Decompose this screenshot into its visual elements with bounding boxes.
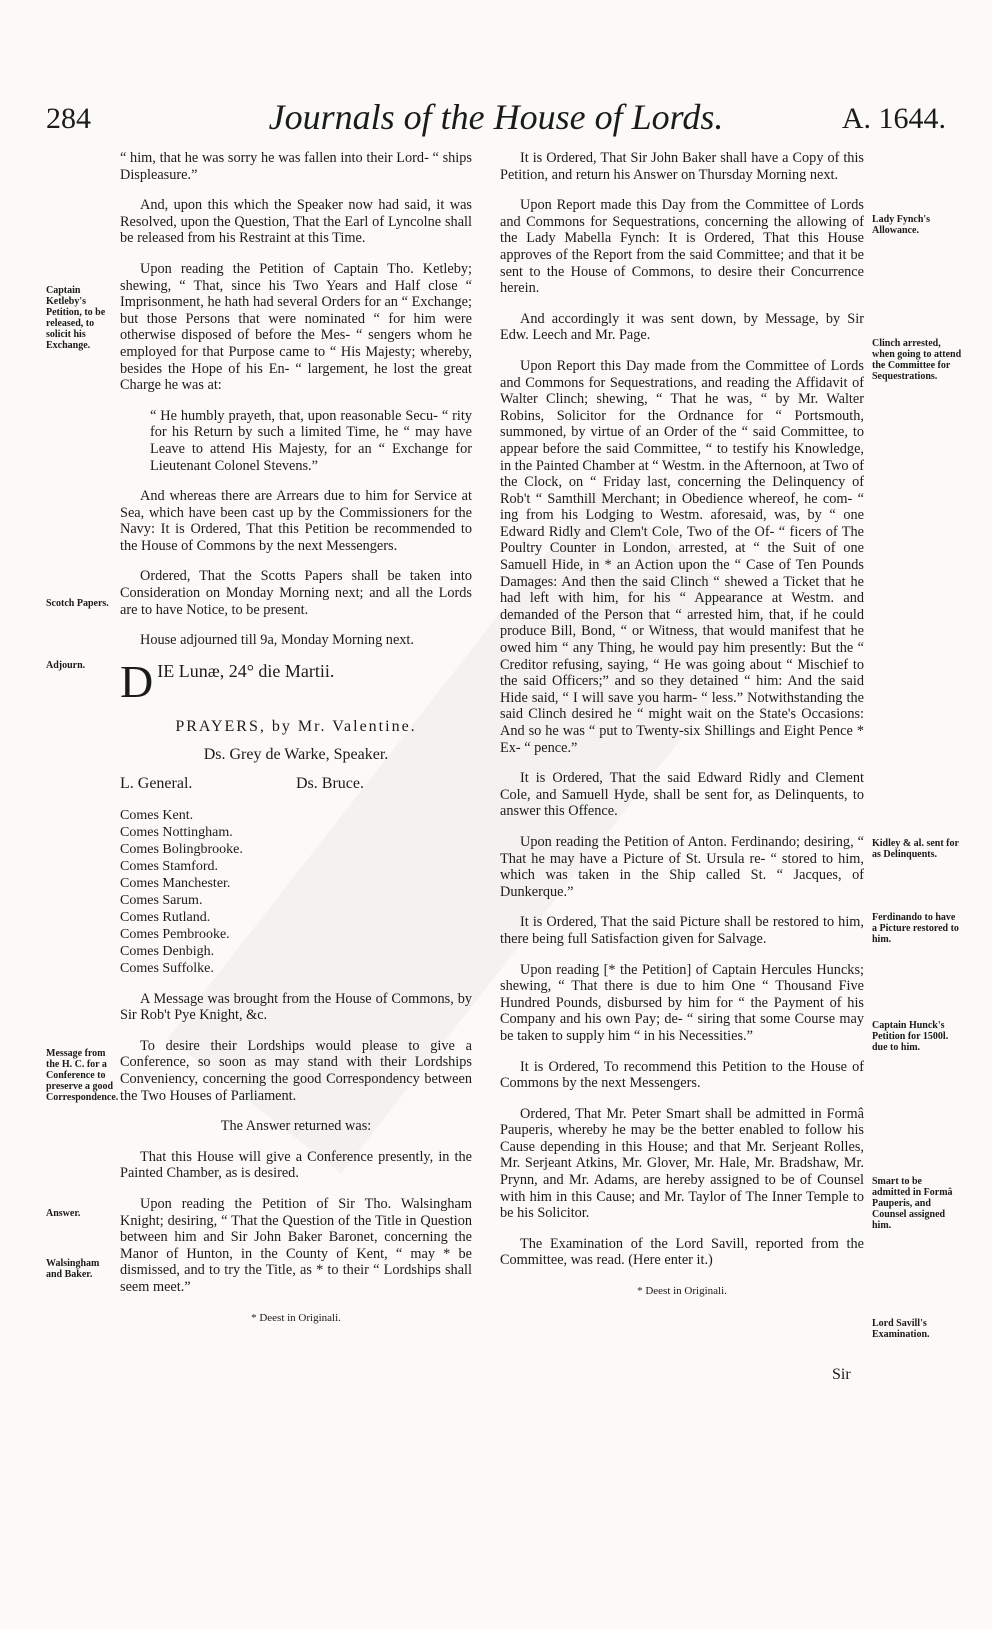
paragraph: Upon Report made this Day from the Committee of Lords and Commons for Sequestrations, concerning the allowing of the Lady Mabella Fynch: It is Ordered, That this House approves of the Report from the said Committee; and that it be sent to the House of Commons, to desire their Concurrence herein.: [500, 197, 864, 297]
paragraph: A Message was brought from the House of Commons, by Sir Rob't Pye Knight, &c.: [120, 990, 472, 1024]
margin-note: Ferdinando to have a Picture restored to him.: [872, 912, 959, 945]
attendance-left: L. General.: [120, 775, 193, 793]
paragraph: The Examination of the Lord Savill, reported from the Committee, was read. (Here enter it.): [500, 1235, 864, 1269]
footnote: * Deest in Originali.: [251, 1311, 341, 1324]
drop-cap: D: [120, 655, 154, 707]
prayers-line: PRAYERS, by Mr. Valentine.: [175, 717, 417, 735]
paragraph: It is Ordered, That the said Edward Ridly and Clement Cole, and Samuell Hyde, shall be sent for, as Delinquents, to answer this Offence.: [500, 770, 864, 820]
date-text: IE Lunæ, 24° die Martii.: [157, 660, 335, 681]
paragraph: House adjourned till 9a, Monday Morning next.: [140, 632, 414, 649]
paragraph: Upon reading the Petition of Captain Tho. Ketleby; shewing, “ That, since his Two Years and Half close “ Imprisonment, he hath had several Orders for an “ Exchange; but those Persons that were nominated “ for him were otherwise disposed of before the Mes- “ sengers whom he employed for that Purpose came to “ His Majesty; whereby, besides the Hope of his En- “ largement, he lost the great Charge he was at:: [120, 260, 472, 394]
page-year: A. 1644.: [841, 102, 946, 135]
page-number: 284: [46, 102, 91, 135]
list-item: Comes Pembrooke.: [120, 926, 230, 942]
paragraph: The Answer returned was:: [220, 1118, 372, 1135]
list-item: Comes Rutland.: [120, 909, 211, 925]
paragraph: Ordered, That Mr. Peter Smart shall be admitted in Formâ Pauperis, whereby he may be the better enabled to follow his Cause depending in this House; and that Mr. Serjeant Rolles, Mr. Serjeant Atkins, Mr. Glover, Mr. Hale, Mr. Bradshaw, Mr. Prynn, and Mr. Adams, are hereby assigned to be of Counsel with him in this Cause; and Mr. Taylor of The Inner Temple to be his Solicitor.: [500, 1105, 864, 1222]
list-item: Comes Suffolke.: [120, 960, 214, 976]
margin-note: Answer.: [46, 1208, 81, 1219]
paragraph: To desire their Lordships would please to give a Conference, so soon as may stand with their Lordships Conveniency, concerning the good Correspondency between the Two Houses of Parliament.: [120, 1037, 472, 1104]
paragraph: “ him, that he was sorry he was fallen into their Lord- “ ships Displeasure.”: [120, 150, 472, 183]
paragraph: It is Ordered, That the said Picture shall be restored to him, there being full Satisfaction given for Salvage.: [500, 914, 864, 947]
margin-note: Kidley & al. sent for as Delinquents.: [872, 838, 959, 860]
paragraph: And accordingly it was sent down, by Message, by Sir Edw. Leech and Mr. Page.: [500, 310, 864, 344]
paragraph: “ He humbly prayeth, that, upon reasonable Secu- “ rity for his Return by such a limited Time, he “ may have Leave to attend His Majesty, for an “ Exchange for Lieutenant Colonel Stevens.”: [150, 407, 472, 474]
margin-note: Lord Savill's Examination.: [872, 1318, 930, 1340]
margin-note: Captain Hunck's Petition for 1500l. due to him.: [872, 1020, 949, 1053]
catchword: Sir: [832, 1366, 851, 1383]
paragraph: Upon reading the Petition of Anton. Ferdinando; desiring, “ That he may have a Picture of St. Ursula re- “ stored to him, which was taken in the Ship called St. “ Jacques, of Dunkerque.”: [500, 833, 864, 900]
list-item: Comes Manchester.: [120, 875, 231, 891]
paragraph: And, upon this which the Speaker now had said, it was Resolved, upon the Question, That the Earl of Lyncolne shall be released from his Restraint at this Time.: [120, 197, 472, 247]
margin-note: Captain Ketleby's Petition, to be released, to solicit his Exchange.: [46, 285, 106, 351]
attendance-row: [120, 776, 472, 793]
margin-note: Clinch arrested, when going to attend the Committee for Sequestrations.: [872, 338, 962, 382]
paragraph: And whereas there are Arrears due to him for Service at Sea, which have been cast up by the Commissioners for the Navy: It is Ordered, That this Petition be recommended to the House of Commons by the next Messengers.: [120, 488, 472, 554]
paragraph: That this House will give a Conference presently, in the Painted Chamber, as is desired.: [120, 1148, 472, 1182]
paragraph: Upon reading [* the Petition] of Captain Hercules Huncks; shewing, “ That there is due to him One “ Thousand Five Hundred Pounds, disbursed by him for “ the Payment of his Company and his own Pay; de- “ siring that some Course may be taken to supply him “ in his Necessities.”: [500, 961, 864, 1044]
comites-list: [120, 807, 472, 977]
paragraph: Ordered, That the Scotts Papers shall be taken into Consideration on Monday Morning next; and all the Lords are to have Notice, to be present.: [120, 568, 472, 618]
list-item: Comes Sarum.: [120, 892, 203, 908]
margin-note: Lady Fynch's Allowance.: [872, 214, 931, 236]
speaker-line: Ds. Grey de Warke, Speaker.: [203, 746, 389, 764]
list-item: Comes Bolingbrooke.: [120, 841, 243, 857]
page-header: [0, 96, 992, 146]
paragraph: Upon Report this Day made from the Committee of Lords and Commons for Sequestrations, and reading the Affidavit of Walter Clinch; shewing, “ That he was, “ by Mr. Walter Robins, Solicitor for the Ordnance for “ Portsmouth, summoned, by virtue of an Order of the “ said Committee, to appear before the said Committee, “ to testify his Knowledge, in the Painted Chamber at “ Westm. in the Afternoon, at Two of the Clock, on “ Friday last, concerning the Delinquency of Rob't “ Samthill Merchant; in Obedience whereof, he com- “ ing from his Lodging to Westm. aforesaid, was, by “ one Edward Ridly and Clem't Cole, Two of the Of- “ ficers of The Poultry Counter in London, arrested, at “ the Suit of one Samuell Hide, in * an Action upon the “ Case of Ten Pounds Damages: And then the said Clinch “ shewed a Ticket that he had left with him, for his “ Appearance at Westm. and demanded of the Person that “ arrested him, that, if he could produce Bill, Bond, “ or Witness, that would manifest that he owed him “ any Thing, he would pay him presently: But the “ Creditor refusing, saying, “ He was going about “ Mischief to the said Officers;” and so they detained “ him: And the said Hide said, “ I will save you harm- “ less.” Notwithstanding the said Clinch desired he “ might wait on the State's Occasions: And so he was “ put to Twenty-six Shillings and Eight Pence * Ex- “ pence.”: [500, 357, 864, 756]
margin-note: Scotch Papers.: [46, 598, 109, 609]
margin-note: Adjourn.: [46, 660, 86, 671]
footnote: * Deest in Originali.: [637, 1285, 727, 1298]
list-item: Comes Kent.: [120, 807, 194, 823]
paragraph: Upon reading the Petition of Sir Tho. Walsingham Knight; desiring, “ That the Question of the Title in Question between him and Sir John Baker Baronet, concerning the Manor of Hunton, in the County of Kent, “ may * be dismissed, and to try the Title, as * to their “ Lordships shall seem meet.”: [120, 1195, 472, 1295]
list-item: Comes Stamford.: [120, 858, 218, 874]
paragraph: It is Ordered, To recommend this Petition to the House of Commons by the next Messengers.: [500, 1058, 864, 1092]
left-column: [120, 150, 472, 1326]
list-item: Comes Denbigh.: [120, 943, 215, 959]
attendance-right: Ds. Bruce.: [296, 775, 364, 793]
margin-note: Message from the H. C. for a Conference to preserve a good Correspondence.: [46, 1048, 119, 1103]
margin-note: Walsingham and Baker.: [46, 1258, 100, 1280]
page-title: Journals of the House of Lords.: [268, 97, 724, 137]
margin-note: Smart to be admitted in Formâ Pauperis, and Counsel assigned him.: [872, 1176, 953, 1231]
right-column: [500, 150, 864, 1300]
paragraph: It is Ordered, That Sir John Baker shall have a Copy of this Petition, and return his Answer on Thursday Morning next.: [500, 150, 864, 183]
list-item: Comes Nottingham.: [120, 824, 233, 840]
date-heading: [120, 655, 472, 707]
